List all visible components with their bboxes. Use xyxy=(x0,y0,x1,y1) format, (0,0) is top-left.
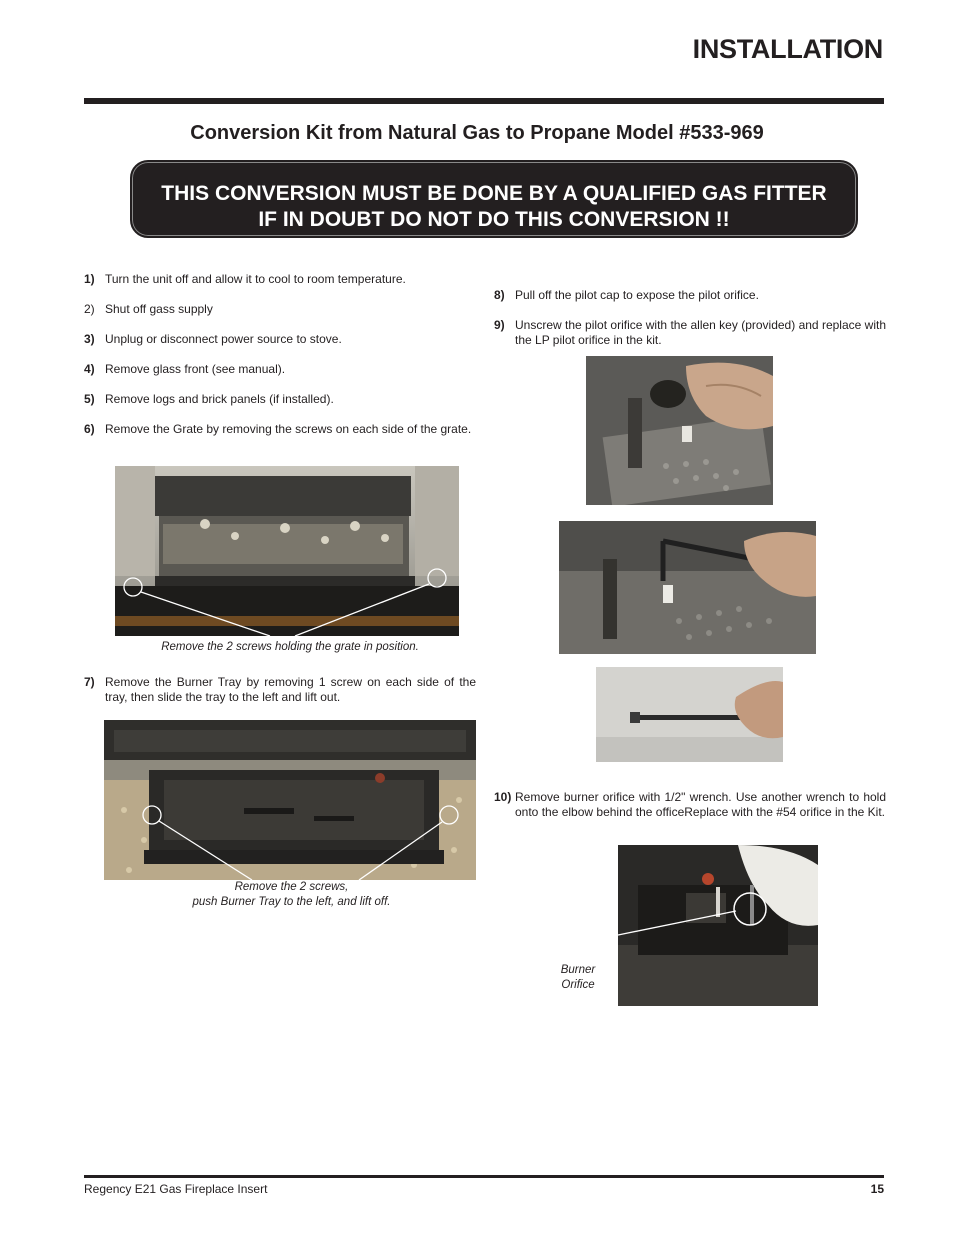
pilot-orifice-photo xyxy=(596,667,783,762)
warning-banner xyxy=(130,160,858,238)
step-text: Remove logs and brick panels (if installed). xyxy=(105,392,334,406)
warning-line-2: IF IN DOUBT DO NOT DO THIS CONVERSION !! xyxy=(258,208,730,231)
allen-key-photo xyxy=(559,521,816,654)
caption-line-2: push Burner Tray to the left, and lift off. xyxy=(192,896,391,908)
step-7 xyxy=(84,675,476,705)
step-number: 9) xyxy=(494,318,505,332)
step-number: 6) xyxy=(84,422,95,436)
footer-rule xyxy=(84,1175,884,1178)
step-text: Unplug or disconnect power source to stove. xyxy=(105,332,342,346)
caption-line-1: Remove the 2 screws, xyxy=(234,881,349,893)
step-number: 4) xyxy=(84,362,95,376)
header-rule xyxy=(84,98,884,104)
label-line-2: Orifice xyxy=(561,979,595,991)
step-text: Remove glass front (see manual). xyxy=(105,362,286,376)
page-subtitle: Conversion Kit from Natural Gas to Propane Model #533-969 xyxy=(190,122,764,144)
step-number: 2) xyxy=(84,302,95,316)
step-9 xyxy=(494,318,886,348)
step-6 xyxy=(84,422,475,437)
step-3 xyxy=(84,332,476,347)
step-number: 1) xyxy=(84,272,95,286)
label-line-1: Burner xyxy=(560,964,596,976)
step-text: Shut off gass supply xyxy=(105,302,213,316)
grate-caption: Remove the 2 screws holding the grate in position. xyxy=(161,641,419,653)
burner-orifice-photo xyxy=(618,845,818,1006)
step-number: 10) xyxy=(494,790,512,804)
step-number: 3) xyxy=(84,332,95,346)
page-number: 15 xyxy=(870,1182,884,1196)
step-number: 8) xyxy=(494,288,505,302)
burner-tray-caption xyxy=(104,880,479,910)
step-10 xyxy=(494,790,886,820)
step-text: Turn the unit off and allow it to cool to room temperature. xyxy=(105,272,406,286)
step-text: Remove burner orifice with 1/2" wrench. Use another wrench to hold onto the elbow behind the officeReplace with the #54 orifice in the Kit. xyxy=(515,790,886,819)
step-text: Unscrew the pilot orifice with the allen key (provided) and replace with the LP pilot orifice in the kit. xyxy=(515,318,886,347)
step-text: Remove the Burner Tray by removing 1 screw on each side of the tray, then slide the tray to the left and lift out. xyxy=(105,675,476,704)
step-number: 5) xyxy=(84,392,95,406)
warning-line-1: THIS CONVERSION MUST BE DONE BY A QUALIFIED GAS FITTER xyxy=(161,182,827,205)
section-title: INSTALLATION xyxy=(692,34,883,64)
step-number: 7) xyxy=(84,675,95,689)
step-5 xyxy=(84,392,476,407)
burner-orifice-label xyxy=(548,963,608,993)
step-4 xyxy=(84,362,476,377)
step-2 xyxy=(84,302,476,317)
burner-tray-photo xyxy=(104,720,476,880)
pilot-cap-photo xyxy=(586,356,773,505)
step-text: Remove the Grate by removing the screws on each side of the grate. xyxy=(105,422,472,436)
step-text: Pull off the pilot cap to expose the pilot orifice. xyxy=(515,288,759,302)
step-1 xyxy=(84,272,476,287)
footer-title: Regency E21 Gas Fireplace Insert xyxy=(84,1182,268,1196)
step-8 xyxy=(494,288,886,303)
grate-photo xyxy=(115,466,459,636)
